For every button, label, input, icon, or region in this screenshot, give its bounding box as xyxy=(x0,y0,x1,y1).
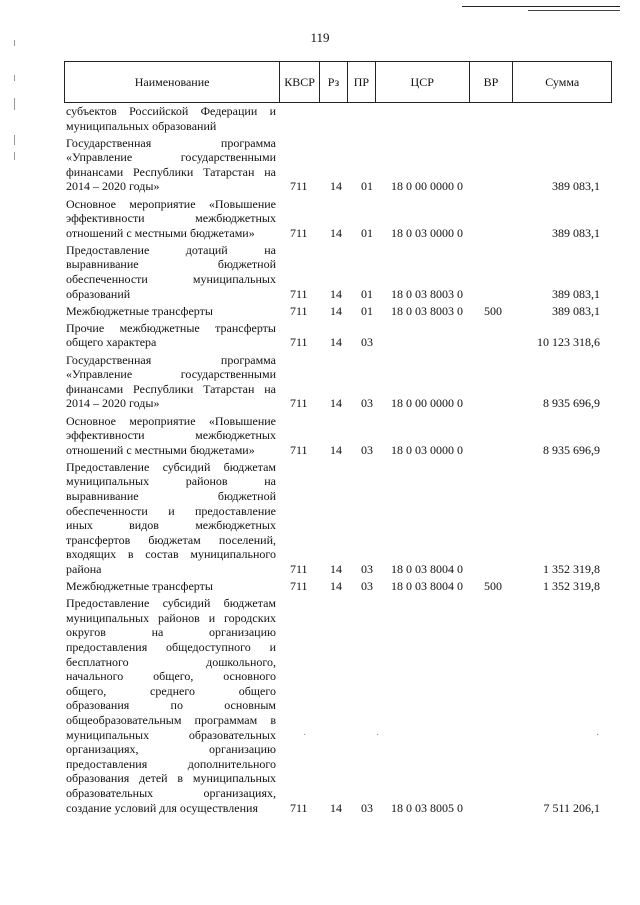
cell-sum: 8 935 696,9 xyxy=(543,442,600,457)
cell-pr: 03 xyxy=(361,579,373,594)
cell-pr: 01 xyxy=(361,225,373,240)
row-name-line: Государственная программа xyxy=(66,135,276,150)
cell-rz: 14 xyxy=(330,396,342,411)
cell-pr: 01 xyxy=(361,303,373,318)
cell-rz: 14 xyxy=(330,225,342,240)
cell-kvsr: 711 xyxy=(290,225,308,240)
cell-csr: 18 0 03 8003 0 xyxy=(391,286,463,301)
row-name xyxy=(66,197,276,241)
row-name-line: финансами Республики Татарстан на xyxy=(66,164,276,179)
row-name-line: субъектов Российской Федерации и xyxy=(66,104,276,118)
row-name-line: входящих в состав муниципального xyxy=(66,547,276,562)
cell-csr: 18 0 03 8004 0 xyxy=(391,561,463,576)
cell-csr: 18 0 03 8005 0 xyxy=(391,800,463,815)
cell-pr: 03 xyxy=(361,335,373,350)
row-name-line: предоставления общедоступного и xyxy=(66,639,276,654)
row-name-line: 2014 – 2020 годы» xyxy=(66,179,160,194)
row-name xyxy=(66,596,276,815)
cell-kvsr: 711 xyxy=(290,396,308,411)
row-name-line: обеспеченности и предоставление xyxy=(66,503,276,518)
row-name-line: предоставления дополнительного xyxy=(66,756,276,771)
row-name xyxy=(66,460,276,577)
scan-speck: · xyxy=(596,730,600,741)
cell-csr: 18 0 03 8003 0 xyxy=(391,303,463,318)
cell-kvsr: 711 xyxy=(290,442,308,457)
cell-rz: 14 xyxy=(330,286,342,301)
row-name xyxy=(66,579,276,594)
cell-kvsr: 711 xyxy=(290,286,308,301)
row-name-line: эффективности межбюджетных xyxy=(66,428,276,443)
cell-rz: 14 xyxy=(330,303,342,318)
row-name-line: общеобразовательным программам в xyxy=(66,712,276,727)
header-name: Наименование xyxy=(65,62,280,102)
cell-csr: 18 0 00 0000 0 xyxy=(391,179,463,194)
cell-rz: 14 xyxy=(330,800,342,815)
row-name-line: общего характера xyxy=(66,335,157,350)
cell-rz: 14 xyxy=(330,179,342,194)
row-name-line: отношений с местными бюджетами» xyxy=(66,442,255,457)
scan-speck: · xyxy=(303,730,307,741)
row-name-line: Предоставление субсидий бюджетам xyxy=(66,459,276,474)
cell-csr: 18 0 03 0000 0 xyxy=(391,442,463,457)
row-name-line: образований xyxy=(66,286,131,301)
row-name-line: муниципальных районов и городских xyxy=(66,610,276,625)
row-name-line: Предоставление дотаций на xyxy=(66,242,276,257)
scan-edge-mark xyxy=(14,98,15,110)
cell-sum: 389 083,1 xyxy=(552,286,600,301)
row-name-line: Межбюджетные трансферты xyxy=(66,303,213,318)
header-pr: ПР xyxy=(348,62,376,102)
cell-rz: 14 xyxy=(330,335,342,350)
header-sum: Сумма xyxy=(545,74,580,89)
row-name-line: бесплатного дошкольного, xyxy=(66,654,276,669)
cell-pr: 03 xyxy=(361,800,373,815)
cell-pr: 03 xyxy=(361,442,373,457)
scan-speck: · xyxy=(376,730,380,741)
row-name-line: общего, среднего общего xyxy=(66,683,276,698)
row-name-line: муниципальных образований xyxy=(66,118,217,133)
cell-sum: 10 123 318,6 xyxy=(537,335,600,350)
row-name-line: муниципальных районов на xyxy=(66,474,276,489)
table-header xyxy=(64,61,612,103)
cell-csr: 18 0 03 8004 0 xyxy=(391,579,463,594)
row-name-line: трансфертов бюджетам поселений, xyxy=(66,532,276,547)
cell-sum: 389 083,1 xyxy=(552,179,600,194)
cell-pr: 01 xyxy=(361,179,373,194)
row-name-line: организациях, организацию xyxy=(66,742,276,757)
row-name-line: образовательных организациях, xyxy=(66,785,276,800)
row-name-line: выравнивание бюджетной xyxy=(66,488,276,503)
cell-rz: 14 xyxy=(330,579,342,594)
row-name-line: округов на организацию xyxy=(66,625,276,640)
cell-pr: 03 xyxy=(361,561,373,576)
row-name-line: создание условий для осуществления xyxy=(66,800,258,815)
row-name-line: «Управление государственными xyxy=(66,367,276,382)
cell-kvsr: 711 xyxy=(290,579,308,594)
row-name-line: «Управление государственными xyxy=(66,150,276,165)
row-name-line: образования по основным xyxy=(66,698,276,713)
row-name-line: Основное мероприятие «Повышение xyxy=(66,413,276,428)
row-name-line: эффективности межбюджетных xyxy=(66,211,276,226)
cell-rz: 14 xyxy=(330,442,342,457)
cell-sum: 8 935 696,9 xyxy=(543,396,600,411)
cell-sum: 7 511 206,1 xyxy=(543,800,600,815)
row-name-line: финансами Республики Татарстан на xyxy=(66,381,276,396)
row-name-line: муниципальных образовательных xyxy=(66,727,276,742)
cell-sum: 1 352 319,8 xyxy=(543,579,600,594)
row-name-line: начального общего, основного xyxy=(66,669,276,684)
row-name-line: 2014 – 2020 годы» xyxy=(66,396,160,411)
cell-kvsr: 711 xyxy=(290,335,308,350)
scan-edge-mark xyxy=(14,75,15,81)
cell-pr: 03 xyxy=(361,396,373,411)
row-name-line: обеспеченности муниципальных xyxy=(66,272,276,287)
row-name xyxy=(66,104,276,133)
row-name-line: иных видов межбюджетных xyxy=(66,518,276,533)
cell-vr: 500 xyxy=(484,303,502,318)
row-name-line: образования детей в муниципальных xyxy=(66,771,276,786)
row-name xyxy=(66,304,276,319)
cell-kvsr: 711 xyxy=(290,179,308,194)
cell-rz: 14 xyxy=(330,561,342,576)
row-name-line: Основное мероприятие «Повышение xyxy=(66,196,276,211)
cell-kvsr: 711 xyxy=(290,561,308,576)
page-number: 119 xyxy=(310,30,330,45)
top-rule-secondary xyxy=(528,10,620,11)
header-rz: Рз xyxy=(320,62,348,102)
row-name xyxy=(66,414,276,458)
cell-sum: 389 083,1 xyxy=(552,225,600,240)
row-name xyxy=(66,136,276,194)
header-csr: ЦСР xyxy=(376,62,470,102)
cell-sum: 1 352 319,8 xyxy=(543,561,600,576)
cell-kvsr: 711 xyxy=(290,303,308,318)
row-name-line: Прочие межбюджетные трансферты xyxy=(66,320,276,335)
row-name-line: отношений с местными бюджетами» xyxy=(66,225,255,240)
cell-sum: 389 083,1 xyxy=(552,303,600,318)
row-name-line: Государственная программа xyxy=(66,352,276,367)
cell-kvsr: 711 xyxy=(290,800,308,815)
scan-edge-mark xyxy=(14,135,15,145)
top-rule xyxy=(462,6,620,7)
row-name-line: района xyxy=(66,561,102,576)
header-vr: ВР xyxy=(470,62,514,102)
row-name xyxy=(66,243,276,301)
row-name-line: Межбюджетные трансферты xyxy=(66,579,213,594)
scan-edge-mark xyxy=(14,152,15,160)
row-name xyxy=(66,321,276,350)
row-name xyxy=(66,353,276,411)
header-kvsr: КВСР xyxy=(280,62,320,102)
cell-vr: 500 xyxy=(484,579,502,594)
row-name-line: Предоставление субсидий бюджетам xyxy=(66,596,276,611)
row-name-line: выравнивание бюджетной xyxy=(66,257,276,272)
cell-csr: 18 0 03 0000 0 xyxy=(391,225,463,240)
cell-pr: 01 xyxy=(361,286,373,301)
cell-csr: 18 0 00 0000 0 xyxy=(391,396,463,411)
